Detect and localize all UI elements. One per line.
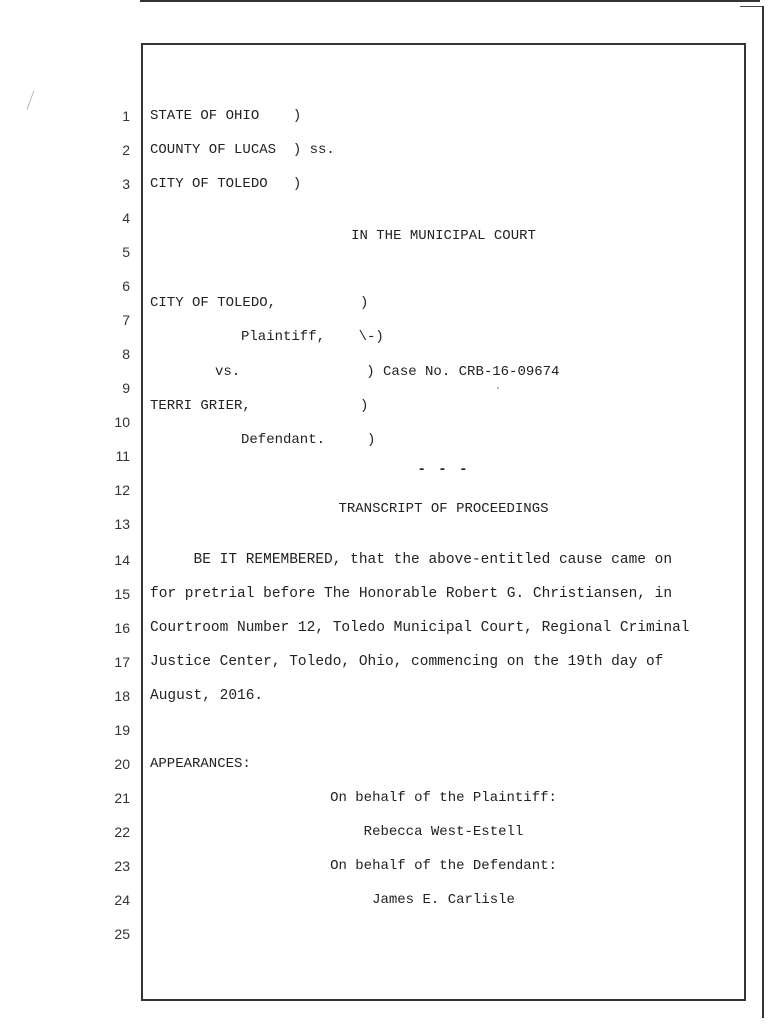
line-number: 1 <box>122 108 130 124</box>
top-tick <box>740 6 762 7</box>
line-number: 12 <box>114 482 130 498</box>
line-number: 8 <box>122 346 130 362</box>
line-number: 3 <box>122 176 130 192</box>
scan-speck <box>497 387 499 389</box>
plaintiff-name: CITY OF TOLEDO, ) <box>150 295 369 311</box>
body-line: Justice Center, Toledo, Ohio, commencing on the 19th day of <box>150 654 664 670</box>
line-number: 23 <box>114 858 130 874</box>
body-line: for pretrial before The Honorable Robert G. Christiansen, in <box>150 586 673 602</box>
line-number: 9 <box>122 380 130 396</box>
defendant-name: TERRI GRIER, ) <box>150 398 369 414</box>
line-number: 22 <box>114 824 130 840</box>
line-number: 13 <box>114 516 130 532</box>
line-number: 19 <box>114 722 130 738</box>
right-edge-rule <box>762 6 764 1018</box>
line-number: 4 <box>122 210 130 226</box>
line-number: 14 <box>114 552 130 568</box>
top-rule <box>140 0 760 2</box>
section-separator: - - - <box>417 462 470 478</box>
line-number: 5 <box>122 244 130 260</box>
defendant-counsel: James E. Carlisle <box>372 892 515 908</box>
body-line: BE IT REMEMBERED, that the above-entitled cause came on <box>150 552 673 568</box>
line-number: 11 <box>115 448 130 464</box>
body-line: Courtroom Number 12, Toledo Municipal Court, Regional Criminal <box>150 620 690 636</box>
scan-mark <box>27 90 35 109</box>
line-number: 2 <box>122 142 130 158</box>
line-number: 17 <box>114 654 130 670</box>
case-number-line: vs. ) Case No. CRB-16-09674 <box>215 364 560 380</box>
plaintiff-role: Plaintiff, \-) <box>241 329 384 345</box>
caption-city: CITY OF TOLEDO ) <box>150 176 302 192</box>
line-number: 6 <box>122 278 130 294</box>
appearances-heading: APPEARANCES: <box>150 756 251 772</box>
line-number: 18 <box>114 688 130 704</box>
defendant-role: Defendant. ) <box>241 432 376 448</box>
line-number: 20 <box>114 756 130 772</box>
defendant-appearance-label: On behalf of the Defendant: <box>330 858 557 874</box>
plaintiff-counsel: Rebecca West-Estell <box>363 824 524 840</box>
body-line: August, 2016. <box>150 688 264 704</box>
caption-county: COUNTY OF LUCAS ) ss. <box>150 142 335 158</box>
line-number: 16 <box>114 620 130 636</box>
line-number: 10 <box>114 414 130 430</box>
transcript-title: TRANSCRIPT OF PROCEEDINGS <box>338 501 549 517</box>
caption-state: STATE OF OHIO ) <box>150 108 302 124</box>
line-number: 25 <box>114 926 130 942</box>
line-number: 21 <box>114 790 130 806</box>
court-title: IN THE MUNICIPAL COURT <box>351 228 536 244</box>
line-number: 24 <box>114 892 130 908</box>
plaintiff-appearance-label: On behalf of the Plaintiff: <box>330 790 557 806</box>
line-number: 7 <box>122 312 130 328</box>
line-number: 15 <box>114 586 130 602</box>
